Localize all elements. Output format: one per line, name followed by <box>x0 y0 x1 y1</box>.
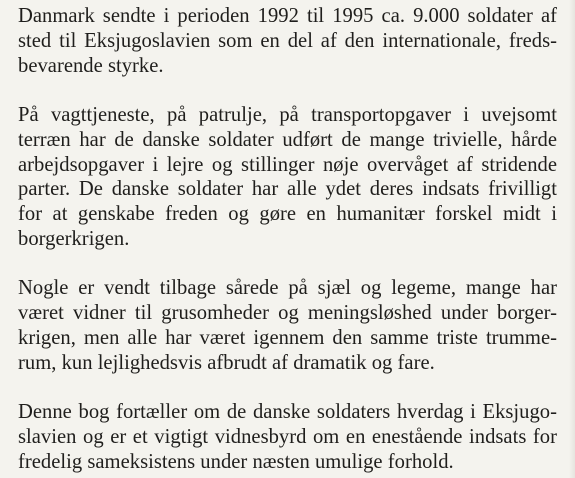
text-line: terræn har de danske soldater udført de mange trivielle, hårde <box>18 128 557 151</box>
paragraph-2 <box>18 103 557 252</box>
paragraph-1 <box>18 4 557 78</box>
text-line: Denne bog fortæller om de danske soldaters hverdag i Eksjugo- <box>18 401 557 424</box>
paragraph-3 <box>18 276 557 375</box>
text-line: slavien og er et vigtigt vidnesbyrd om en enestående indsats for <box>18 425 557 448</box>
text-line: fredelig sameksistens under næsten umulige forhold. <box>18 450 454 473</box>
text-line: krigen, men alle har været igennem den samme triste trumme- <box>18 326 557 349</box>
text-line: borgerkrigen. <box>18 227 130 250</box>
text-line: bevarende styrke. <box>18 54 164 77</box>
text-line: været vidner til grusomheder og meningsløshed under borger- <box>18 302 557 325</box>
text-line: rum, kun lejlighedsvis afbrudt af dramatik og fare. <box>18 351 435 374</box>
paragraph-4 <box>18 400 557 474</box>
text-line: Danmark sendte i perioden 1992 til 1995 ca. 9.000 soldater af <box>18 5 557 27</box>
text-line: På vagttjeneste, på patrulje, på transportopgaver i uvejsomt <box>18 103 557 126</box>
text-line: for at genskabe freden og gøre en humanitær forskel midt i <box>18 203 557 226</box>
page-edge-shadow <box>569 0 575 478</box>
text-line: parter. De danske soldater har alle ydet deres indsats frivilligt <box>18 178 557 201</box>
text-line: sted til Eksjugoslavien som en del af den internationale, freds- <box>18 29 557 52</box>
text-line: arbejdsopgaver i lejre og stillinger nøje overvåget af stridende <box>18 153 557 176</box>
text-line: Nogle er vendt tilbage sårede på sjæl og legeme, mange har <box>18 277 557 300</box>
